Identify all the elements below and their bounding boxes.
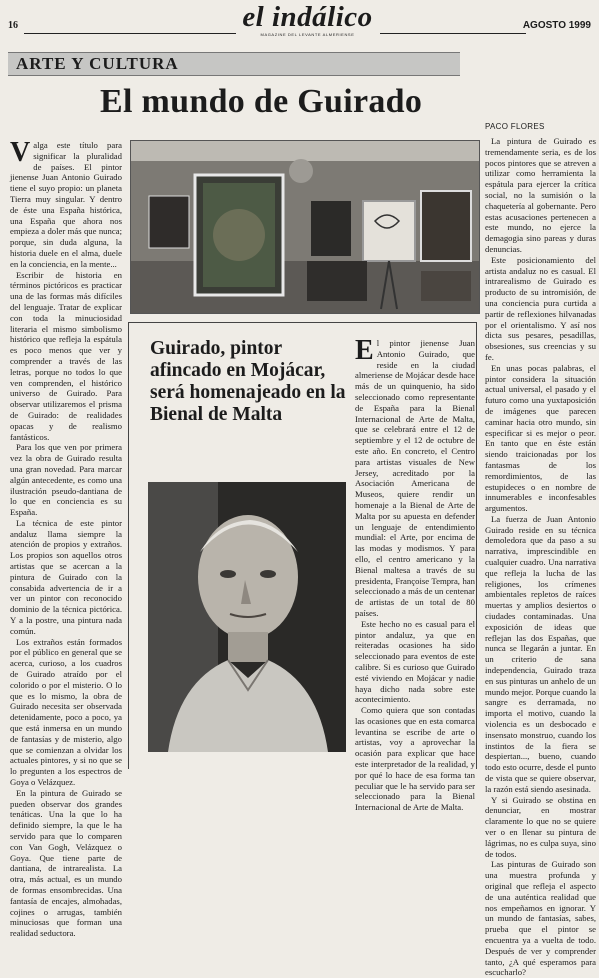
- article-column-4: [485, 136, 596, 978]
- headline: El mundo de Guirado: [100, 83, 423, 120]
- portrait-photo: [148, 482, 346, 752]
- paragraph: Escribir de historia en términos pictóricos es practicar una de las formas más difíciles del lenguaje. Tratar de explicar con toda la minuciosidad literaria el mismo simbolismo histórico que refleja la espátula es poco menos que ver y comprender a través de las letras, porque no todos lo que ven comprenden, el histórico universo de Guirado. Para observar utilizaremos el prisma de Guirado: de realidades opacas y de realismo fantásticos.: [10, 269, 122, 442]
- paragraph: Para los que ven por primera vez la obra de Guirado resulta una gran novedad. Para marcar algún antecedente, es como una ilustración pseudo-dantiana de lo que en conciencia es su España.: [10, 442, 122, 518]
- dropcap: E: [355, 335, 374, 366]
- paragraph: Como quiera que son contadas las ocasiones que en esta comarca levantina se escribe de arte o artistas, voy a aprovechar la ocasión para explicar que hace este interpretador de la realidad, y por qué lo hace de esa forma tan peculiar que le ha servido para ser seleccionado para la Bienal Internacional de Arte de Malta.: [355, 705, 475, 813]
- paragraph: alga este título para significar la pluralidad de países. El pintor jienense Juan Antonio Guirado tiene el suyo propio: un planeta Tierra muy singular. Y dentro de éste una España histórica, una España que ahora nos empieza a doler más que nunca; porque, sin duda alguna, la historia duele en el alma, duele en la conciencia, en la mente...: [10, 140, 122, 269]
- paragraph: En unas pocas palabras, el pintor considera la situación actual universal, el pasado y el futuro como una yuxtaposición de imágenes que parecen caminar hacia otro mundo, sin especificar si es mejor o peor. En tanto que en éste están siendo traicionadas por los fantasmas de los remordimientos, de las estupideces o en nombre de innumerables e inconfesables argumentos.: [485, 362, 596, 514]
- paragraph: La pintura de Guirado es tremendamente seria, es de los pocos pintores que se atreven a utilizar como herramienta la espátula para ejercer la crítica social, no la sumisión o la chaquetería al gobernante. Pero estas acusaciones pertenecen a este mundo, no ejerce la demagogia sino pareas y duras denuncias.: [485, 136, 596, 254]
- dropcap: V: [10, 137, 31, 168]
- top-rule-left: [24, 33, 236, 34]
- paragraph: Este posicionamiento del artista andaluz no es casual. El intrarealismo de Guirado es producto de su intromisión, de una conciencia pura curtida a partir de reflexiones hilvanadas por el orientalismo. Y así nos dicta sus pesares, pesadillas, obsesiones, sus creencias y su fe.: [485, 254, 596, 362]
- top-rule-right: [380, 33, 526, 34]
- paragraph: Y si Guirado se obstina en denunciar, en mostrar claramente lo que no se quiere ver o en llenar su pintura de lágrimas, no es culpa suya, sino de todos.: [485, 794, 596, 859]
- paragraph: Las pinturas de Guirado son una muestra profunda y original que refleja el aspecto de una auténtica realidad que nos empeñamos en ignorar. Y un mundo de fantasías, sabes, prueba que el pintor se encuentra ya a vuelta de todo. Después de ver y comprender tanto, ¿A qué esperamos para escucharlo?: [485, 859, 596, 978]
- paragraph: l pintor jienense Juan Antonio Guirado, que reside en la ciudad almeriense de Mojácar desde hace más de un quinquenio, ha sido seleccionado como representante de España para la Bienal Internacional de Arte de Malta, que se celebrará entre el 12 de septiembre y el 12 de octubre de este año. En concreto, el Centro para artistas visuales de New Jersey, acreditado por la Asociación Americana de Museos, quiere rendir un homenaje a la Bienal de Arte de Malta por su apuesta en defender un lenguaje de entendimiento mundial: el Arte, por encima de las modas y modismos. Y para ello, el centro americano y la Bienal maltesa a través de su presidenta, Françoise Tempra, han seleccionado a más de un centenar de artistas de un total de 80 países.: [355, 338, 475, 618]
- byline: PACO FLORES: [485, 122, 545, 131]
- article-column-1: [10, 137, 122, 939]
- paragraph: Este hecho no es casual para el pintor andaluz, ya que en reiteradas ocasiones ha sido seleccionado para eventos de este calibre. Si es curioso que Guirado esté viviendo en Mojácar y nadie haya dicho nada sobre este acontecimiento.: [355, 618, 475, 705]
- paragraph: Los extraños están formados por el público en general que se acerca, curioso, a los cuadros de Guirado atraído por el colorido o por el misterio. O lo que es lo mismo, la obra de Guirado necesita ser observada detenidamente, poco a poco, ya que está inmersa en un mundo de fantasías y de misterio, algo que se comienzan a olvidar los actuales pintores, y si no que se lo pregunten a los espectros de Goya o Velázquez.: [10, 636, 122, 788]
- page-number: 16: [8, 20, 18, 31]
- issue-date: AGOSTO 1999: [522, 20, 591, 31]
- studio-photo-illustration: [131, 141, 479, 313]
- article-column-3: [355, 335, 475, 813]
- portrait-illustration: [148, 482, 346, 752]
- masthead-title: el indálico: [242, 1, 373, 33]
- masthead-subtitle: MAGAZINE DEL LEVANTE ALMERIENSE: [260, 32, 355, 37]
- studio-photo: [130, 140, 480, 314]
- paragraph: La técnica de este pintor andaluz llama siempre la atención de propios y extraños. Los propios son aquellos otros artistas que se acercan a la pintura de Guirado con la consabida advertencia de ir a ver un pintor con reconocido dominio de la técnica pictórica. Y a la postre, una pintura nada común.: [10, 517, 122, 636]
- paragraph: La fuerza de Juan Antonio Guirado reside en su técnica demoledora que da paso a su narrativa, imprescindible en cualquier cuadro. Una narrativa que refleja la lucha de las religiones, los crímenes ambientales repletos de raíces muertas y amplios desiertos o ciudades contaminadas. Una exposición de ideas que reflejan las dos Españas, que nunca se llegarán a juntar. En un criterio de sana independencia, Guirado traza en sus pinturas un anhelo de un mundo mejor. Porque cuando la sangre es derramada, no importa el motivo, cuando la violencia es un desbocado e insensato monstruo, cuando los instintos de la fiera se despiertan..., bueno, cuando todo esto ocurre, desde el punto de vista que se quiere observar, la razón está siendo asesinada.: [485, 513, 596, 794]
- paragraph: En la pintura de Guirado se pueden observar dos grandes tenáticas. Una la que lo ha definido siempre, la que le ha servido para que lo comparen con Van Gogh, Velázquez o Goya. Que tiene parte de dantiana, de intrarealista. La otra, más actual, es un mundo de formas ensombrecidas. Una fantasía de encajes, almohadas, cojines o arrugas, también minuciosas que forman una realidad seductora.: [10, 787, 122, 939]
- section-label: ARTE Y CULTURA: [16, 54, 179, 73]
- subheadline: Guirado, pintor afincado en Mojácar, será homenajeado en la Bienal de Malta: [150, 338, 346, 425]
- masthead: [240, 2, 375, 37]
